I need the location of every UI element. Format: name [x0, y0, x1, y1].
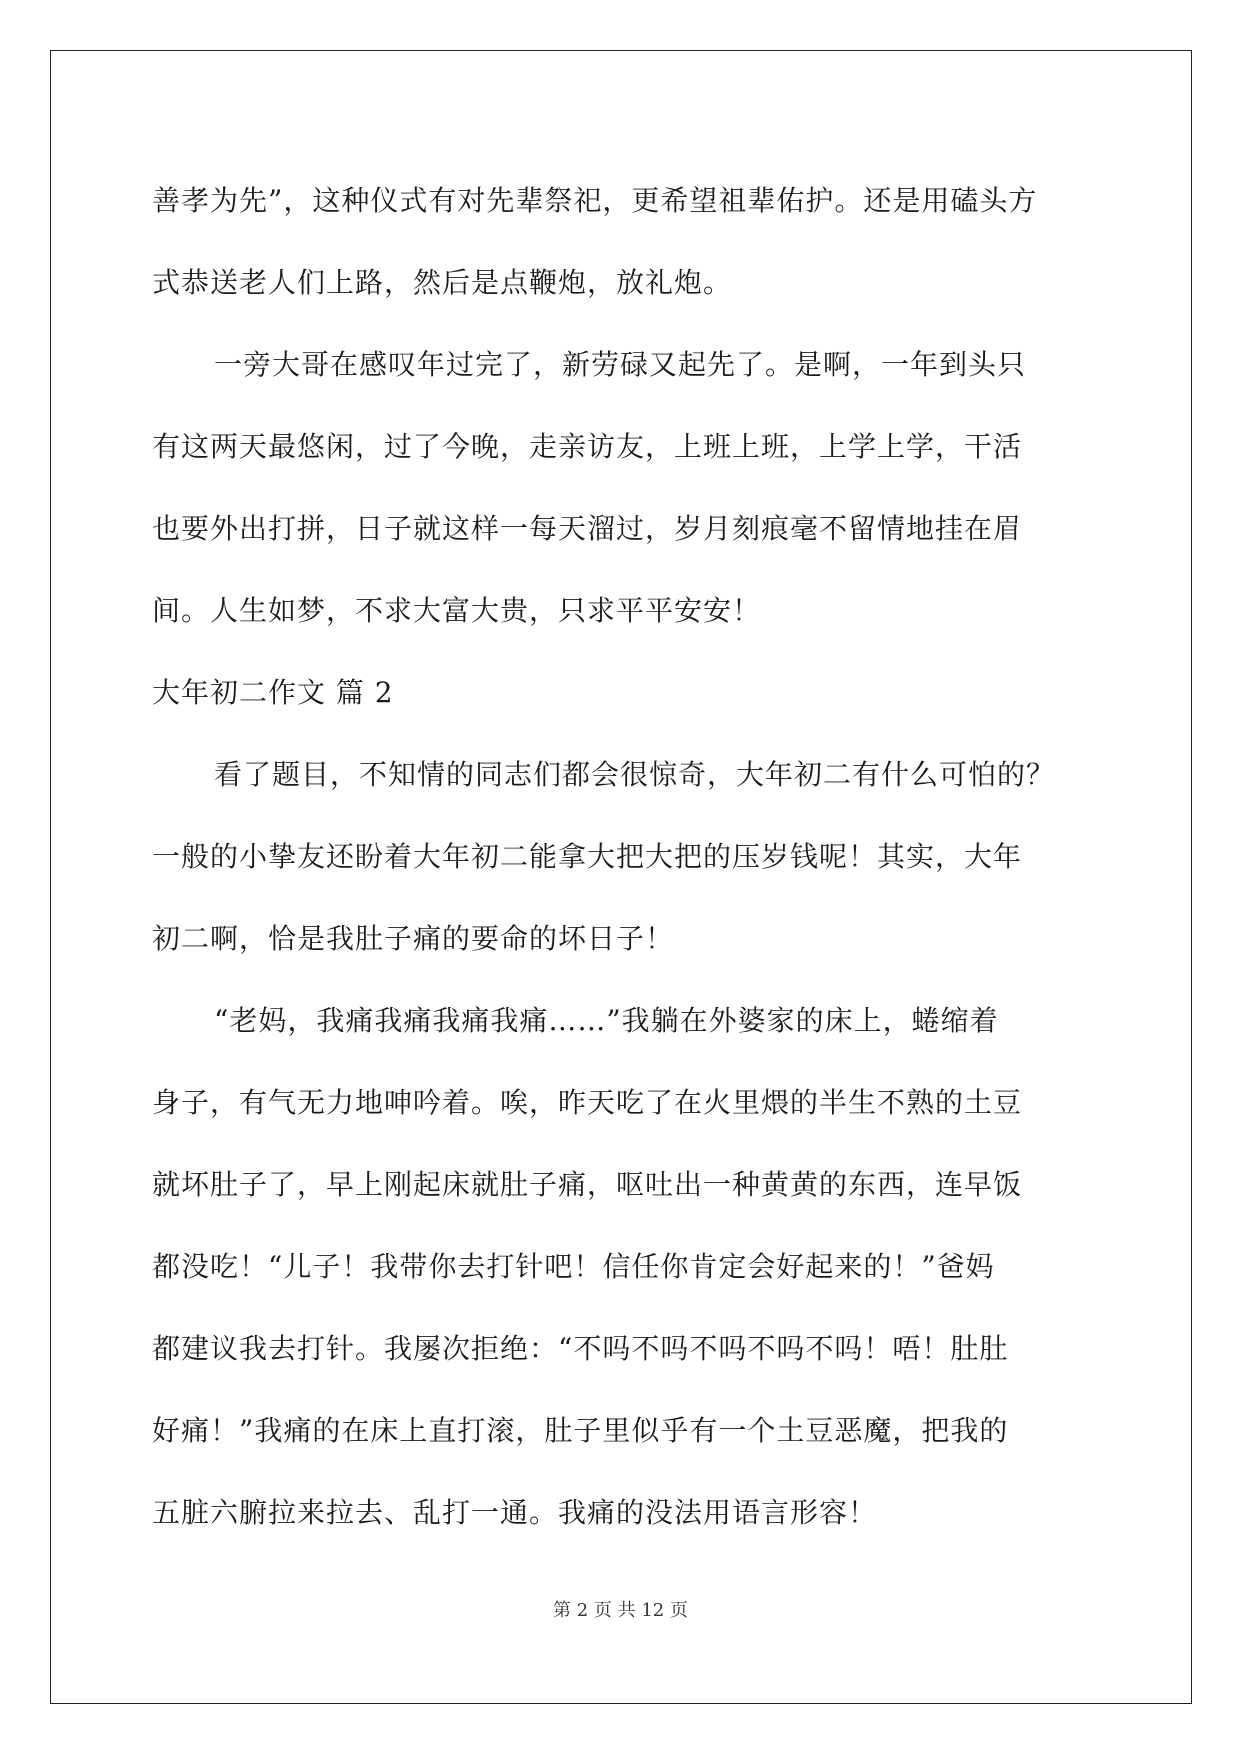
paragraph-line: 都没吃！“儿子！我带你去打针吧！信任你肯定会好起来的！”爸妈 — [152, 1250, 995, 1283]
paragraph-line: 也要外出打拼，日子就这样一每天溜过，岁月刻痕毫不留情地挂在眉 — [152, 512, 1023, 545]
page-number-footer: 第 2 页 共 12 页 — [553, 1600, 688, 1621]
paragraph-line: 身子，有气无力地呻吟着。唉，昨天吃了在火里煨的半生不熟的土豆 — [152, 1086, 1023, 1119]
paragraph-line: 就坏肚子了，早上刚起床就肚子痛，呕吐出一种黄黄的东西，连早饭 — [152, 1168, 1023, 1201]
paragraph-line: 都建议我去打针。我屡次拒绝：“不吗不吗不吗不吗不吗！唔！肚肚 — [152, 1332, 1009, 1365]
paragraph-line: 看了题目，不知情的同志们都会很惊奇，大年初二有什么可怕的？ — [214, 758, 1056, 791]
paragraph-line: 式恭送老人们上路，然后是点鞭炮，放礼炮。 — [152, 266, 733, 299]
paragraph-line: 善孝为先”，这种仪式有对先辈祭祀，更希望祖辈佑护。还是用磕头方 — [152, 184, 1038, 217]
paragraph-line: 间。人生如梦，不求大富大贵，只求平平安安！ — [152, 594, 762, 627]
paragraph-line: 五脏六腑拉来拉去、乱打一通。我痛的没法用语言形容！ — [152, 1496, 878, 1529]
paragraph-line: 初二啊，恰是我肚子痛的要命的坏日子！ — [152, 922, 675, 955]
paragraph-line: 一旁大哥在感叹年过完了，新劳碌又起先了。是啊，一年到头只 — [214, 348, 1027, 381]
paragraph-line: 有这两天最悠闲，过了今晚，走亲访友，上班上班，上学上学，干活 — [152, 430, 1023, 463]
document-body — [152, 160, 1092, 1554]
paragraph-line: 好痛！”我痛的在床上直打滚，肚子里似乎有一个土豆恶魔，把我的 — [152, 1414, 1009, 1447]
section-heading: 大年初二作文 篇 2 — [152, 676, 394, 709]
paragraph-line: “老妈，我痛我痛我痛我痛……”我躺在外婆家的床上，蜷缩着 — [214, 1004, 999, 1037]
paragraph-line: 一般的小挚友还盼着大年初二能拿大把大把的压岁钱呢！其实，大年 — [152, 840, 1023, 873]
